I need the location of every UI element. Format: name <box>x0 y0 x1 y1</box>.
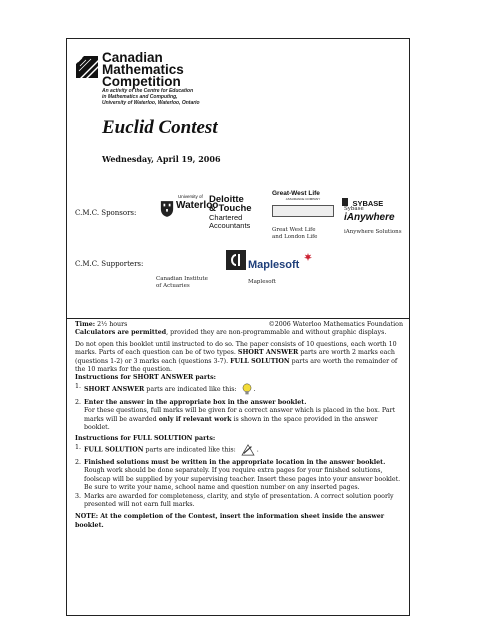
org-subtitle: An activity of the Centre for Education in Mathematics and Computing, University of Waterloo, Waterloo, Ontario <box>102 88 200 106</box>
calculator-note: Calculators are permitted, provided they are non-programmable and without graphic displays. <box>75 329 387 337</box>
supporters-label: C.M.C. Supporters: <box>75 260 144 268</box>
sybase-logo: SYBASE <box>342 193 383 211</box>
pencil-ruler-icon <box>241 444 255 456</box>
waterloo-shield-icon <box>160 200 174 218</box>
fs-heading: Instructions for FULL SOLUTION parts: <box>75 435 216 443</box>
sybase-label: Sybase <box>344 206 364 212</box>
great-west-life-logo: Great-West Life ASSURANCE COMPANY <box>272 190 334 217</box>
gwl-caption: Great West Life and London Life <box>272 227 318 240</box>
paragraph-general: Do not open this booklet until instructed to do so. The paper consists of 10 questions, each worth 10 marks. Parts of each question can be of two types. SHORT ANSWER parts are worth 2 marks each (questions 1-2) or 3 marks each (questions 3-7). FULL SOLUTION parts are worth the remainder of the 10 marks for the question. <box>75 340 398 374</box>
lightbulb-icon <box>242 383 252 396</box>
final-note: NOTE: At the completion of the Contest, insert the information sheet inside the answer booklet. <box>75 513 385 529</box>
cia-logo-icon <box>226 250 246 270</box>
cmc-logo-icon <box>76 56 98 78</box>
ianywhere-caption: iAnywhere Solutions <box>344 229 402 235</box>
sa-item-1: 1. SHORT ANSWER parts are indicated like this: . <box>75 383 403 396</box>
fs-item-2: 2. Finished solutions must be written in the appropriate location in the answer booklet. Rough work should be done separately. If you require extra pages for your finished solutions, foolscap will be supplied by your supervising teacher. Insert these pages into your answer booklet. Be sure to write your name, school name and question number on any inserted pages. <box>75 458 401 492</box>
time-line: Time: 2½ hours <box>75 321 128 328</box>
org-name: Canadian Mathematics Competition <box>102 50 184 89</box>
fs-item-3: 3. Marks are awarded for completeness, clarity, and style of presentation. A correct solution poorly presented will not earn full marks. <box>75 492 394 508</box>
sa-heading: Instructions for SHORT ANSWER parts: <box>75 374 216 382</box>
contest-title: Euclid Contest <box>102 117 218 138</box>
maplesoft-caption: Maplesoft <box>248 279 276 285</box>
maple-leaf-icon <box>304 253 312 261</box>
instructions <box>75 321 403 530</box>
deloitte-logo: Deloitte & Touche Chartered Accountants <box>209 194 252 230</box>
maplesoft-logo: Maplesoft <box>248 253 312 272</box>
cia-caption: Canadian Institute of Actuaries <box>156 276 208 289</box>
waterloo-logo: University of Waterloo <box>160 194 204 230</box>
ianywhere-logo: iAnywhere <box>344 212 395 223</box>
fs-item-1: 1. FULL SOLUTION parts are indicated like this: . <box>75 444 403 456</box>
sa-item-2: 2. Enter the answer in the appropriate box in the answer booklet. For these questions, full marks will be given for a correct answer which is placed in the box. Part marks will be awarded only if relevant work is shown in the space provided in the answer booklet. <box>75 398 396 432</box>
copyright: ©2006 Waterloo Mathematics Foundation <box>268 321 403 328</box>
divider <box>66 318 410 319</box>
sponsors-label: C.M.C. Sponsors: <box>75 209 137 217</box>
contest-date: Wednesday, April 19, 2006 <box>102 154 221 164</box>
